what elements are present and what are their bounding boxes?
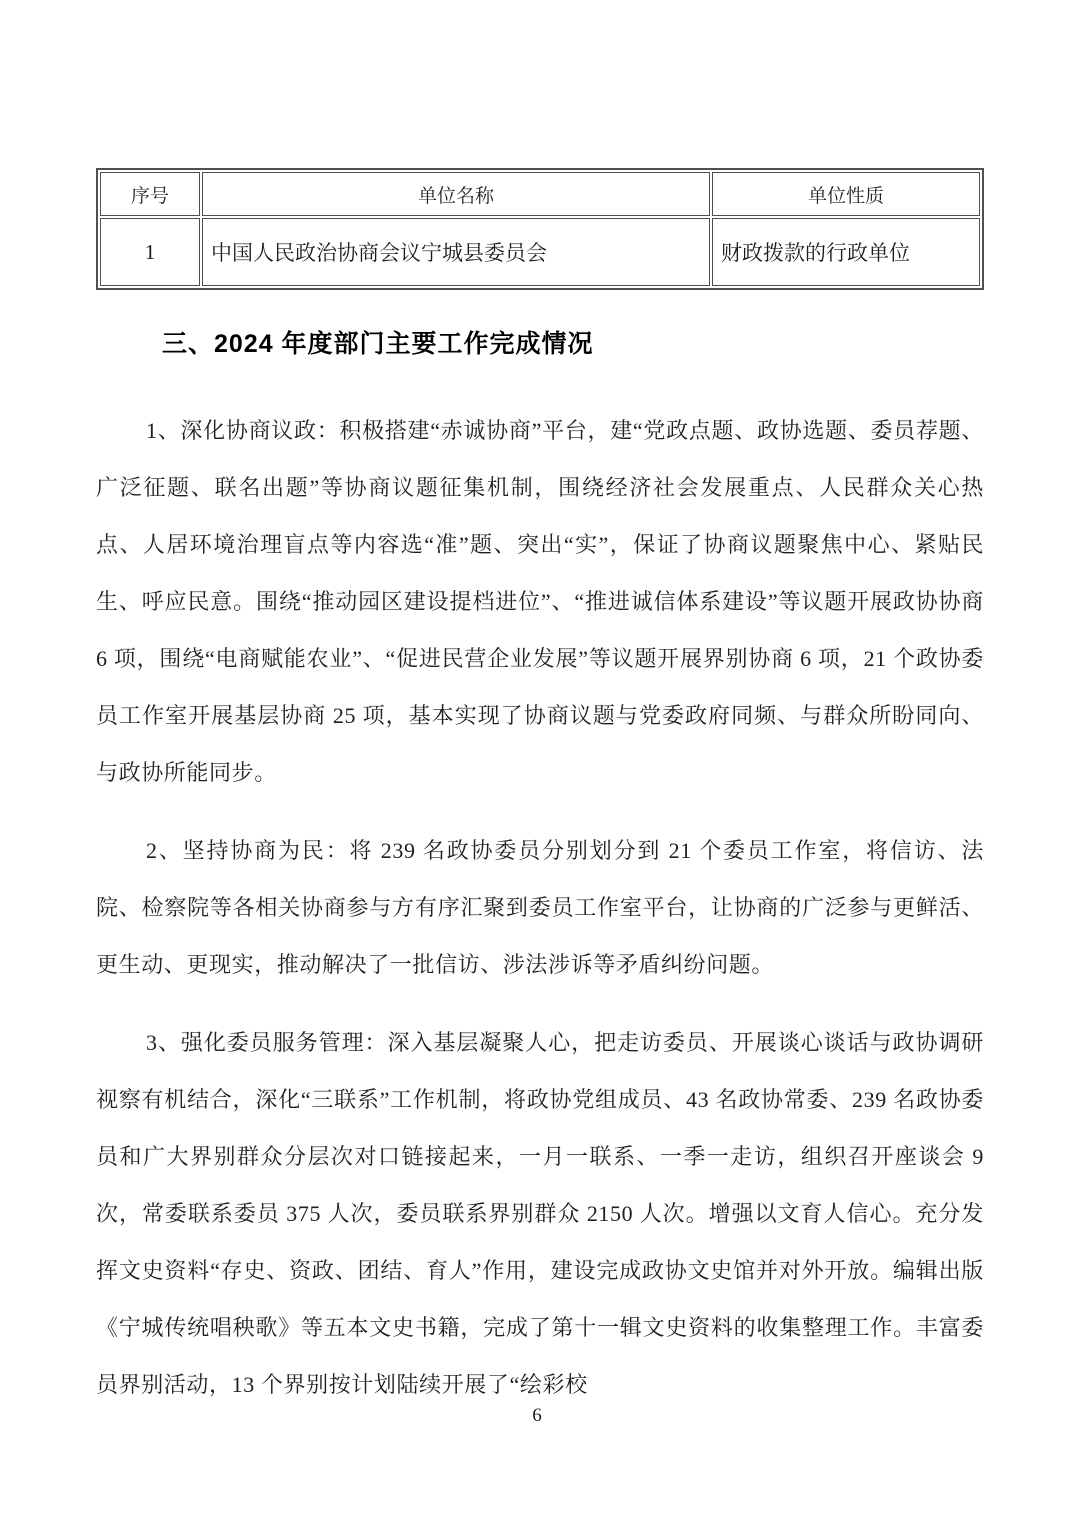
table-header-row (100, 172, 980, 216)
header-unit-type: 单位性质 (712, 172, 980, 216)
unit-table (96, 168, 984, 290)
paragraph-3: 3、强化委员服务管理：深入基层凝聚人心，把走访委员、开展谈心谈话与政协调研视察有机结合，深化“三联系”工作机制，将政协党组成员、43 名政协常委、239 名政协委员和广大界别群众分层次对口链接起来，一月一联系、一季一走访，组织召开座谈会 9 次，常委联系委员 375 人次，委员联系界别群众 2150 人次。增强以文育人信心。充分发挥文史资料“存史、资政、团结、育人”作用，建设完成政协文史馆并对外开放。编辑出版《宁城传统唱秧歌》等五本文史书籍，完成了第十一辑文史资料的收集整理工作。丰富委员界别活动，13 个界别按计划陆续开展了“绘彩校 (96, 1030, 984, 1397)
cell-unit-type: 财政拨款的行政单位 (712, 218, 980, 286)
paragraph-2: 2、坚持协商为民：将 239 名政协委员分别划分到 21 个委员工作室，将信访、法院、检察院等各相关协商参与方有序汇聚到委员工作室平台，让协商的广泛参与更鲜活、更生动、更现实，推动解决了一批信访、涉法涉诉等矛盾纠纷问题。 (96, 838, 984, 977)
table-row (100, 218, 980, 286)
page-content (96, 168, 984, 1434)
paragraph-1: 1、深化协商议政：积极搭建“赤诚协商”平台，建“党政点题、政协选题、委员荐题、广泛征题、联名出题”等协商议题征集机制，围绕经济社会发展重点、人民群众关心热点、人居环境治理盲点等内容选“准”题、突出“实”，保证了协商议题聚焦中心、紧贴民生、呼应民意。围绕“推动园区建设提档进位”、“推进诚信体系建设”等议题开展政协协商 6 项，围绕“电商赋能农业”、“促进民营企业发展”等议题开展界别协商 6 项，21 个政协委员工作室开展基层协商 25 项，基本实现了协商议题与党委政府同频、与群众所盼同向、与政协所能同步。 (96, 418, 984, 785)
header-unit-name: 单位名称 (202, 172, 710, 216)
section-heading: 三、2024 年度部门主要工作完成情况 (162, 330, 594, 358)
cell-seq: 1 (100, 218, 200, 286)
page-number: 6 (532, 1405, 542, 1426)
header-seq: 序号 (100, 172, 200, 216)
cell-unit-name: 中国人民政治协商会议宁城县委员会 (202, 218, 710, 286)
